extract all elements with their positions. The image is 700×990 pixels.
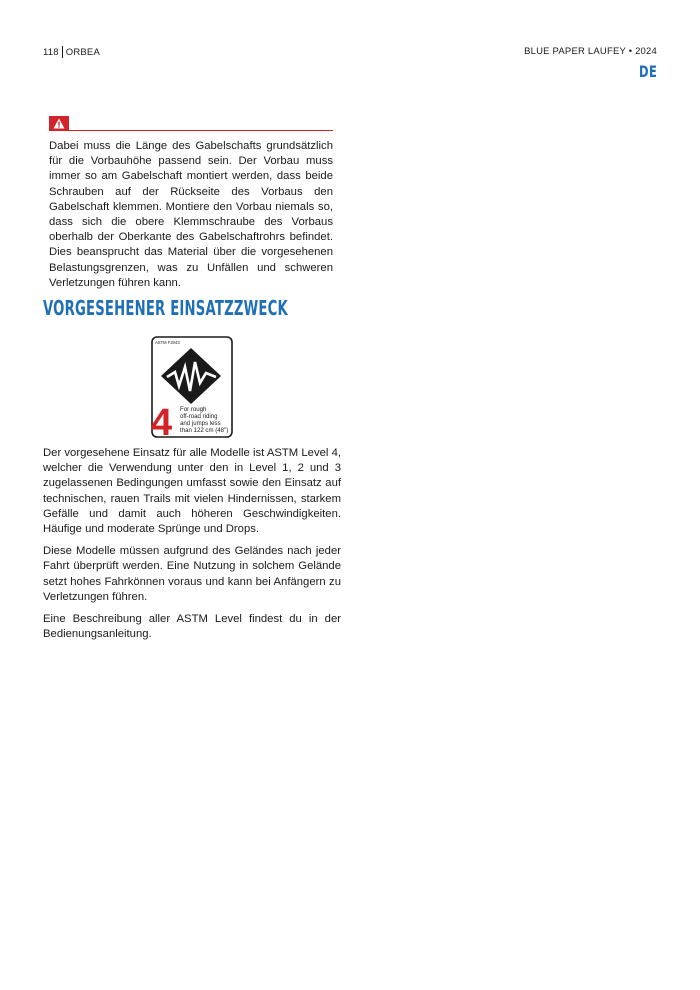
brand-name: ORBEA	[65, 46, 101, 58]
document-title: BLUE PAPER LAUFEY • 2024	[524, 46, 657, 57]
header-separator	[62, 46, 63, 58]
paragraph: Eine Beschreibung aller ASTM Level findest du in der Bedienungsanleitung.	[43, 613, 341, 641]
warning-text: Dabei muss die Länge des Gabelschafts grundsätzlich für die Vorbauhöhe passend sein. Der Vorbau muss immer so am Gabelschaft montiert werden, dass beide Schrauben auf der Rückseite des Vorbaus den Gabelschaft klemmen. Montiere den Vorbau niemals so, dass sich die obere Klemmschraube des Vorbaus oberhalb der Oberkante des Gabelschaftrohrs befindet. Dies beansprucht das Material über die vorgesehenen Belastungsgrenzen, was zu Unfällen und schweren Verletzungen führen kann.	[49, 140, 333, 289]
page-header-left	[43, 46, 100, 58]
paragraph: Diese Modelle müssen aufgrund des Geländes nach jeder Fahrt überprüft werden. Eine Nutzung in solchem Gelände setzt hohes Fahrkönnen voraus und kann bei Anfängern zu Verletzungen führen.	[43, 545, 341, 603]
badge-desc-line4: than 122 cm (48")	[180, 427, 229, 434]
language-tag: DE	[638, 62, 657, 81]
badge-level-number: 4	[151, 402, 173, 438]
warning-rule	[69, 130, 333, 131]
paragraph: Der vorgesehene Einsatz für alle Modelle ist ASTM Level 4, welcher die Verwendung unter den in Level 1, 2 und 3 zugelassenen Bedingungen umfasst sowie den Einsatz auf technischen, rauen Trails mit vielen Hindernissen, starkem Gefälle und damit auch höheren Geschwindigkeiten. Häufige und moderate Sprünge und Drops.	[43, 447, 341, 536]
page-number: 118	[43, 46, 59, 58]
astm-level-badge	[151, 336, 233, 438]
badge-desc-line2: off-road riding	[180, 413, 218, 420]
badge-standard: ASTM F2043	[155, 340, 180, 345]
body-text	[43, 446, 341, 649]
warning-bar	[49, 116, 333, 132]
badge-desc-line3: and jumps less	[180, 420, 221, 427]
warning-block	[49, 116, 333, 291]
section-title: VORGESEHENER EINSATZZWECK	[43, 296, 288, 320]
badge-desc-line1: For rough	[180, 406, 207, 413]
warning-triangle-icon	[49, 116, 69, 131]
